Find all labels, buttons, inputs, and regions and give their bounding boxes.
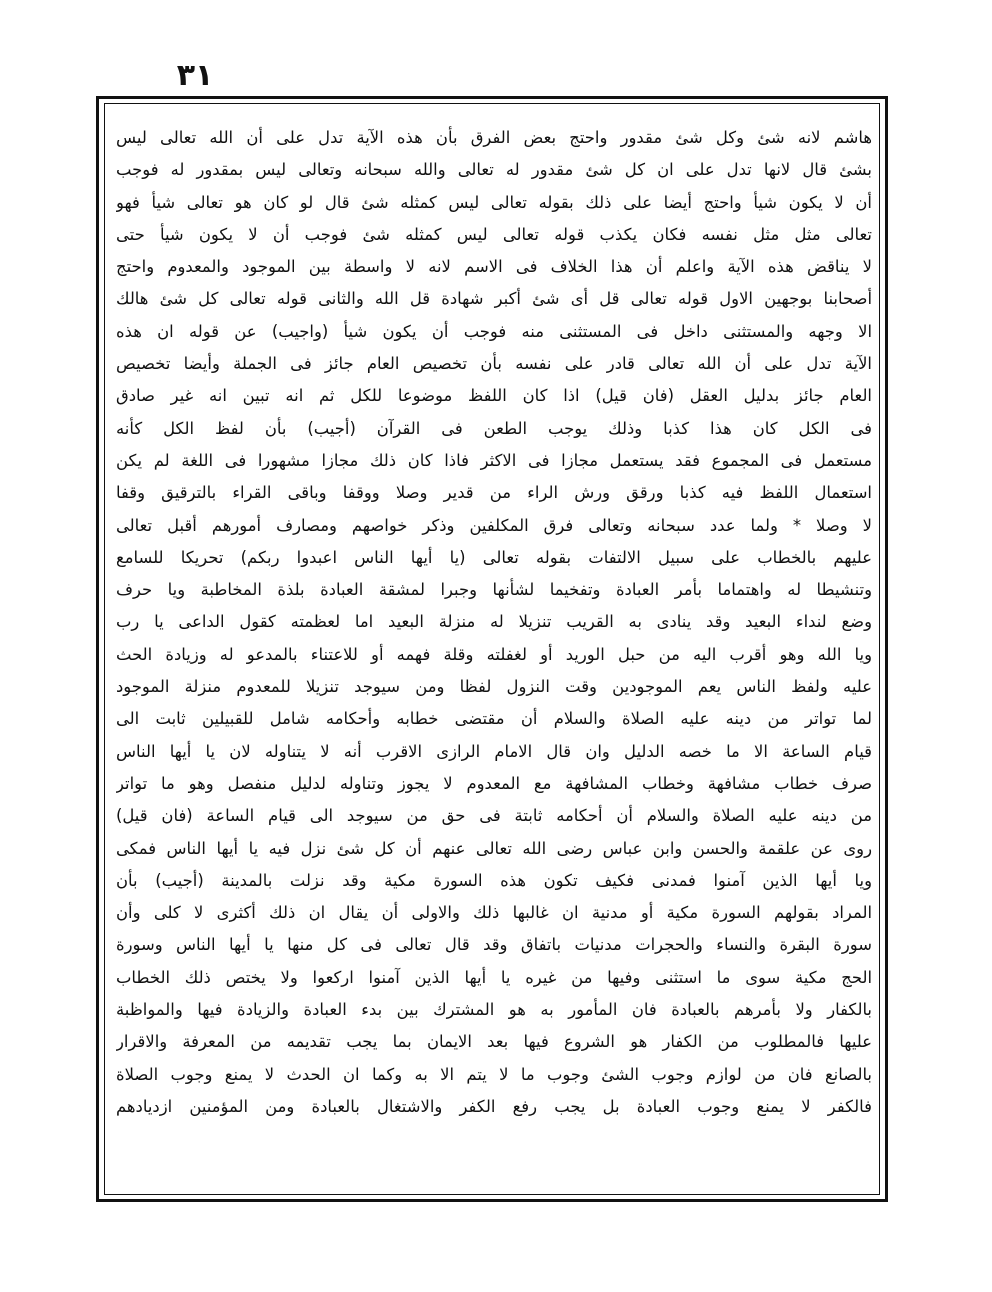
text-line: أصحابنا بوجهين الاول قوله تعالى قل أى شئ أكبر شهادة قل الله والثانى قوله تعالى كل شئ هالك [116,289,872,309]
text-line: ويا أيها الذين آمنوا فمدنى فكيف تكون هذه السورة مكية وقد نزلت بالمدينة (أجيب) بأن [116,870,872,890]
text-line: ويا الله وهو أقرب اليه من حبل الوريد أو لغفلته وقلة فهمه أو للاعتناء بالمدعو له وزيادة الحث [116,644,872,664]
text-line: بشئ قال لانها تدل على ان كل شئ مقدور له تعالى والله سبحانه وتعالى ليس بمقدور له فوجب [116,160,872,180]
text-line: صرف خطاب مشافهة وخطاب المشافهة مع المعدوم لا يجوز وتناوله لدليل منفصل وهو ما تواتر [116,773,872,793]
text-line: عليهم بالخطاب على سبيل الالتفات بقوله تعالى (يا أيها الناس اعبدوا ربكم) تحريكا للسامع [116,547,872,567]
text-line: عليها فالمطلوب من الكفار هو الشروع فيها بعد الايمان بما يجب تقديمه من المعرفة والاقرار [116,1032,872,1052]
text-line: أن لا يكون شيأ واحتج أيضا على ذلك بقوله تعالى ليس كمثله شئ قال لو كان هو تعالى شيأ فهو [116,192,872,212]
text-line: مستعمل فى المجموع فقد يستعمل مجازا فى الاكثر فاذا كان ذلك مجازا مشهورا فى اللغة لم يكن [116,450,872,470]
text-line: لا وصلا * ولما عدد سبحانه وتعالى فرق المكلفين وذكر خواصهم ومصارف أمورهم أقبل تعالى [116,515,872,535]
page-number: ٣١ [176,58,214,93]
text-line: قيام الساعة الا ما خصه الدليل وان قال الامام الرازى الاقرب أنه لا يتناوله لان يا أيها الناس [116,741,872,761]
text-line: العام جائز بدليل العقل (فان قيل) اذا كان اللفظ موضوعا للكل ثم انه تبين انه غير صادق [116,386,872,406]
text-line: بالصانع فان من لوازم وجوب الشئ وجوب ما لا يتم الا به وكما ان الحدث لا يمنع وجوب الصلاة [116,1064,872,1084]
text-line: الحج مكية سوى ما استثنى وفيها من غيره يا أيها الذين آمنوا اركعوا ولا يختص ذلك الخطاب [116,967,872,987]
text-line: وتنشيطا له واهتماما بأمر العبادة وتفخيما لشأنها وجبرا لمشقة العبادة بلذة المخاطبة ويا حرف [116,580,872,600]
text-line: وضع لنداء البعيد وقد ينادى به القريب تنزيلا له منزلة البعيد اما لعظمته كقول الداعى يا رب [116,612,872,632]
text-line: هاشم لانه شئ وكل شئ مقدور واحتج بعض الفرق بأن هذه الآية تدل على أن الله تعالى ليس [116,128,872,147]
text-line: الآية تدل على أن الله تعالى قادر على نفسه بأن تخصيص العام جائز فى الجملة وأيضا تخصيص [116,354,872,374]
text-line: فالكفر لا يمنع وجوب العبادة بل يجب رفع الكفر والاشتغال بالعبادة ومن المؤمنين ازديادهم [116,1096,872,1116]
text-line: سورة البقرة والنساء والحجرات مدنيات باتفاق وقد قال تعالى فى كل منها يا أيها الناس وسورة [116,935,872,955]
text-line: روى عن علقمة والحسن وابن عباس رضى الله تعالى عنهم أن كل شئ نزل فيه يا أيها الناس فمكى [116,838,872,858]
text-line: المراد بقولهم السورة مكية أو مدنية ان غالبها ذلك والاولى أن يقال ان ذلك أكثرى لا كلى وأن [116,903,872,923]
text-line: عليه ولفظ الناس يعم الموجودين وقت النزول لفظا ومن سيوجد تنزيلا للمعدوم منزلة الموجود [116,677,872,697]
text-line: تعالى مثل مثل نفسه فكان يكذب قوله تعالى ليس كمثله شئ فوجب أن لا يكون شيأ حتى [116,224,872,244]
text-line: الا وجهه والمستثنى داخل فى المستثنى منه فوجب أن يكون شيأ (واجيب) عن قوله ان هذه [116,321,872,341]
text-line: فى الكل كان هذا كذبا وذلك يوجب الطعن فى القرآن (أجيب) بأن لفظ الكل كأنه [116,418,872,438]
text-line: بالكفار ولا بأمرهم بالعبادة فان المأمور به هو المشترك بين بدء العبادة والزيادة فيها والمواظبة [116,1000,872,1020]
main-text-block [116,122,872,1190]
text-line: لا يناقض هذه الآية واعلم أن هذا الخلاف فى الاسم لانه لا واسطة بين الموجود والمعدوم واحتج [116,257,872,277]
text-line: استعمال اللفظ فيه كذبا ورقق ورش الراء من قدير وصلا ووقفا وباقى القراء بالترقيق وقفا [116,483,872,503]
text-line: من دينه عليه الصلاة والسلام أن أحكامه ثابتة فى حق من سيوجد الى قيام الساعة (فان قيل) [116,806,872,826]
text-line: لما تواتر من دينه عليه الصلاة والسلام أن مقتضى خطابه وأحكامه شامل للقبيلين ثابت الى [116,709,872,729]
